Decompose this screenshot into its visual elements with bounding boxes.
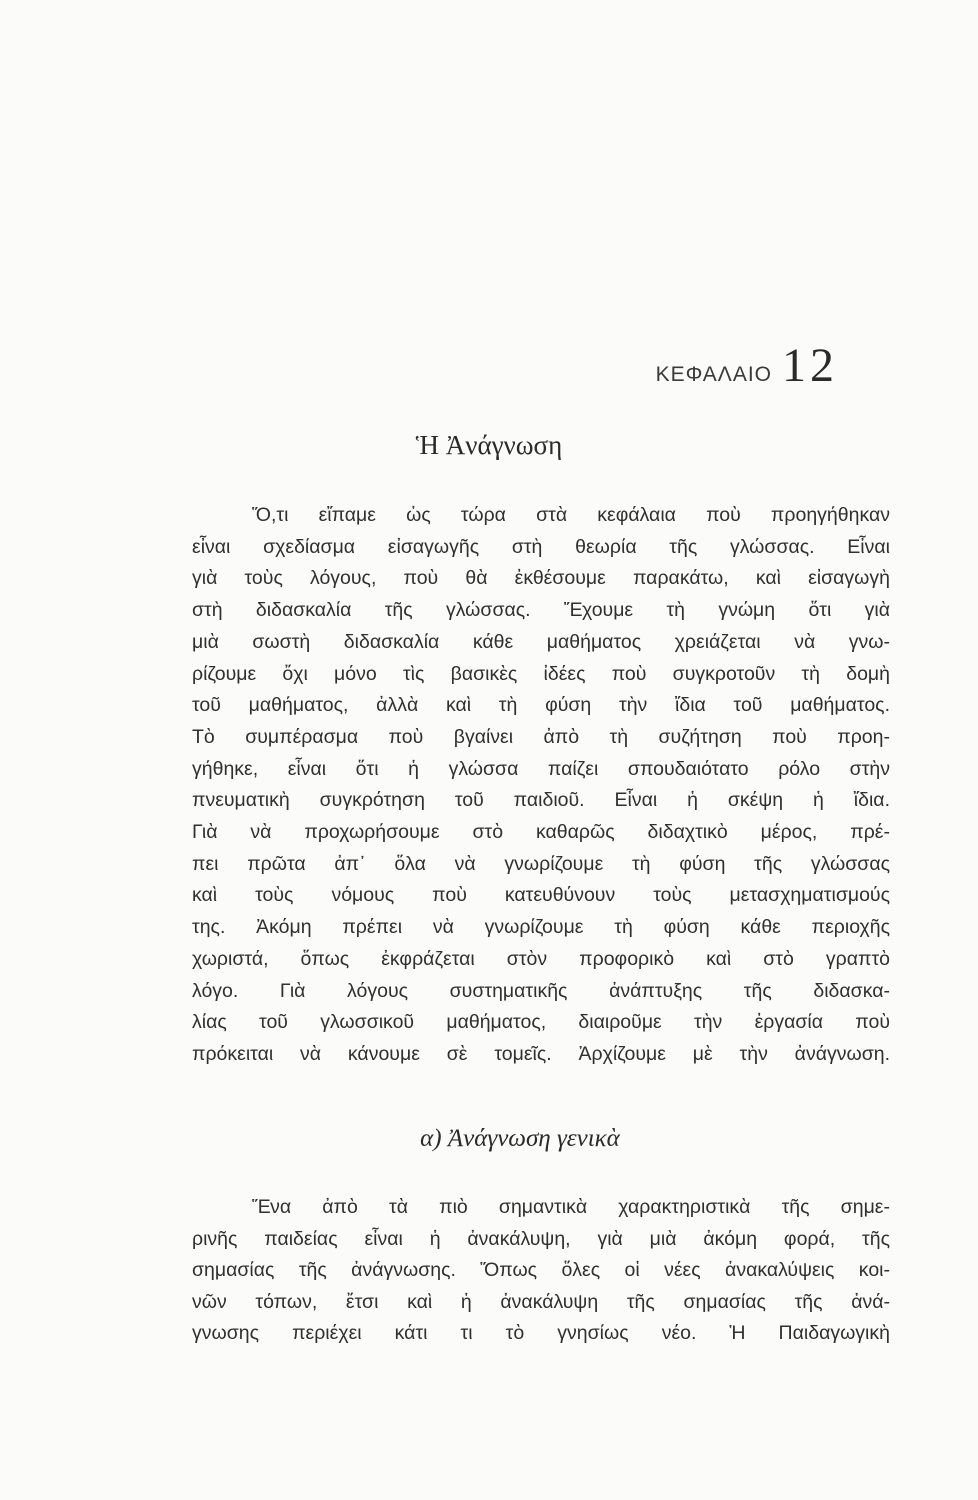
- text-line: τοῦ μαθήματος, ἀλλὰ καὶ τὴ φύση τὴν ἴδια τοῦ μαθήματος.: [192, 694, 890, 717]
- text-line: πνευματικὴ συγκρότηση τοῦ παιδιοῦ. Εἶναι ἡ σκέψη ἡ ἴδια.: [192, 789, 890, 812]
- chapter-heading: [656, 338, 838, 393]
- text-line: χωριστά, ὅπως ἐκφράζεται στὸν προφορικὸ καὶ στὸ γραπτὸ: [192, 947, 890, 970]
- chapter-title: Ἡ Ἀνάγνωση: [415, 430, 563, 460]
- text-line: λίας τοῦ γλωσσικοῦ μαθήματος, διαιροῦμε τὴν ἐργασία ποὺ: [192, 1011, 890, 1034]
- text-line: Ὅ,τι εἴπαμε ὡς τώρα στὰ κεφάλαια ποὺ προηγήθηκαν: [252, 504, 890, 526]
- section-title: α) Ἀνάγνωση γενικὰ: [420, 1125, 620, 1152]
- text-line: ρινῆς παιδείας εἶναι ἡ ἀνακάλυψη, γιὰ μιὰ ἀκόμη φορά, τῆς: [192, 1227, 890, 1250]
- text-line: μιὰ σωστὴ διδασκαλία κάθε μαθήματος χρειάζεται νὰ γνω-: [192, 630, 890, 653]
- text-line: ρίζουμε ὄχι μόνο τὶς βασικὲς ἰδέες ποὺ συγκροτοῦν τὴ δομὴ: [192, 662, 890, 685]
- text-line: γήθηκε, εἶναι ὅτι ἡ γλώσσα παίζει σπουδαιότατο ρόλο στὴν: [192, 757, 890, 780]
- text-line: σημασίας τῆς ἀνάγνωσης. Ὅπως ὅλες οἱ νέες ἀνακαλύψεις κοι-: [192, 1259, 890, 1281]
- text-line: πει πρῶτα ἀπ᾽ ὅλα νὰ γνωρίζουμε τὴ φύση τῆς γλώσσας: [192, 852, 890, 875]
- chapter-number: 12: [782, 339, 838, 392]
- text-line: γιὰ τοὺς λόγους, ποὺ θὰ ἐκθέσουμε παρακάτω, καὶ εἰσαγωγὴ: [192, 567, 890, 590]
- text-line: καὶ τοὺς νόμους ποὺ κατευθύνουν τοὺς μετασχηματισμούς: [192, 884, 890, 907]
- text-line: Γιὰ νὰ προχωρήσουμε στὸ καθαρῶς διδαχτικὸ μέρος, πρέ-: [192, 821, 890, 843]
- text-line: της. Ἀκόμη πρέπει νὰ γνωρίζουμε τὴ φύση κάθε περιοχῆς: [192, 916, 890, 939]
- text-line: Ἕνα ἀπὸ τὰ πιὸ σημαντικὰ χαρακτηριστικὰ τῆς σημε-: [252, 1196, 890, 1218]
- text-line: πρόκειται νὰ κάνουμε σὲ τομεῖς. Ἀρχίζουμε μὲ τὴν ἀνάγνωση.: [192, 1042, 890, 1065]
- text-line: εἶναι σχεδίασμα εἰσαγωγῆς στὴ θεωρία τῆς γλώσσας. Εἶναι: [192, 535, 890, 558]
- chapter-label: ΚΕΦΑΛΑΙΟ: [655, 363, 772, 386]
- text-line: νῶν τόπων, ἔτσι καὶ ἡ ἀνακάλυψη τῆς σημασίας τῆς ἀνά-: [192, 1290, 890, 1313]
- text-line: γνωσης περιέχει κάτι τι τὸ γνησίως νέο. Ἡ Παιδαγωγικὴ: [192, 1322, 890, 1344]
- text-line: λόγο. Γιὰ λόγους συστηματικῆς ἀνάπτυξης τῆς διδασκα-: [192, 979, 890, 1002]
- text-line: στὴ διδασκαλία τῆς γλώσσας. Ἔχουμε τὴ γνώμη ὅτι γιὰ: [192, 599, 890, 622]
- text-line: Τὸ συμπέρασμα ποὺ βγαίνει ἀπὸ τὴ συζήτηση ποὺ προη-: [192, 725, 890, 748]
